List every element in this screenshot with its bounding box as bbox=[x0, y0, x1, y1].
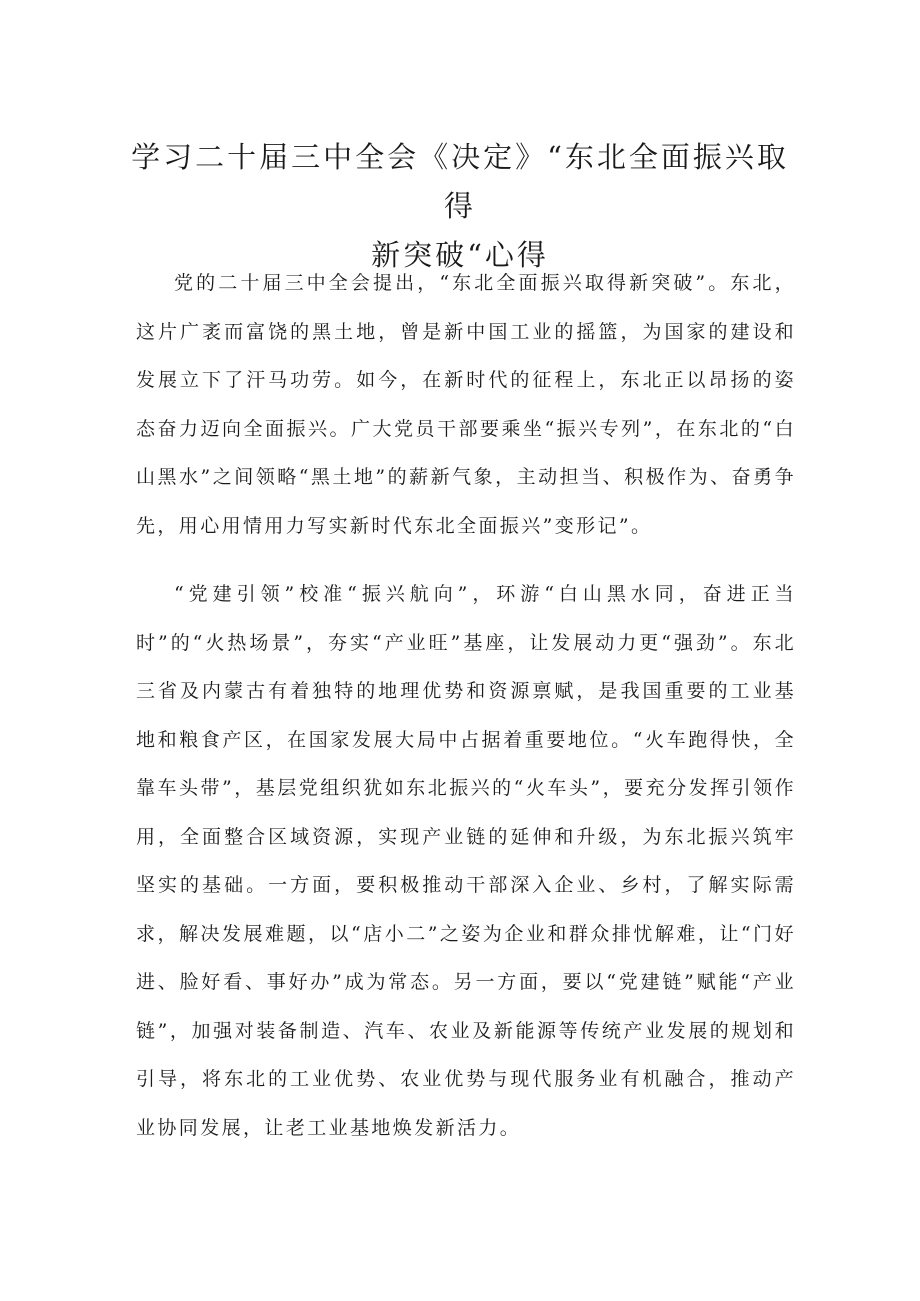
paragraph-2: “党建引领”校准“振兴航向”，环游“白山黑水同，奋进正当时”的“火热场景”，夯实“产业旺”基座，让发展动力更“强劲”。东北三省及内蒙古有着独特的地理优势和资源禀赋，是我国重要的工业基地和粮食产区，在国家发展大局中占据着重要地位。“火车跑得快，全靠车头带”，基层党组织犹如东北振兴的“火车头”，要充分发挥引领作用，全面整合区域资源，实现产业链的延伸和升级，为东北振兴筑牢坚实的基础。一方面，要积极推动干部深入企业、乡村，了解实际需求，解决发展难题，以“店小二”之姿为企业和群众排忧解难，让“门好进、脸好看、事好办”成为常态。另一方面，要以“党建链”赋能“产业链”，加强对装备制造、汽车、农业及新能源等传统产业发展的规划和引导，将东北的工业优势、农业优势与现代服务业有机融合，推动产业协同发展，让老工业基地焕发新活力。 bbox=[136, 583, 796, 1139]
document-title bbox=[130, 133, 790, 280]
title-line-2: 新突破“心得 bbox=[371, 238, 549, 272]
title-line-1: 学习二十届三中全会《决定》“东北全面振兴取得 bbox=[131, 140, 789, 223]
paragraph-1: 党的二十届三中全会提出，“东北全面振兴取得新突破”。东北，这片广袤而富饶的黑土地，曾是新中国工业的摇篮，为国家的建设和发展立下了汗马功劳。如今，在新时代的征程上，东北正以昂扬的姿态奋力迈向全面振兴。广大党员干部要乘坐“振兴专列”，在东北的“白山黑水”之间领略“黑土地”的薪新气象，主动担当、积极作为、奋勇争先，用心用情用力写实新时代东北全面振兴”变形记”。 bbox=[136, 272, 796, 537]
